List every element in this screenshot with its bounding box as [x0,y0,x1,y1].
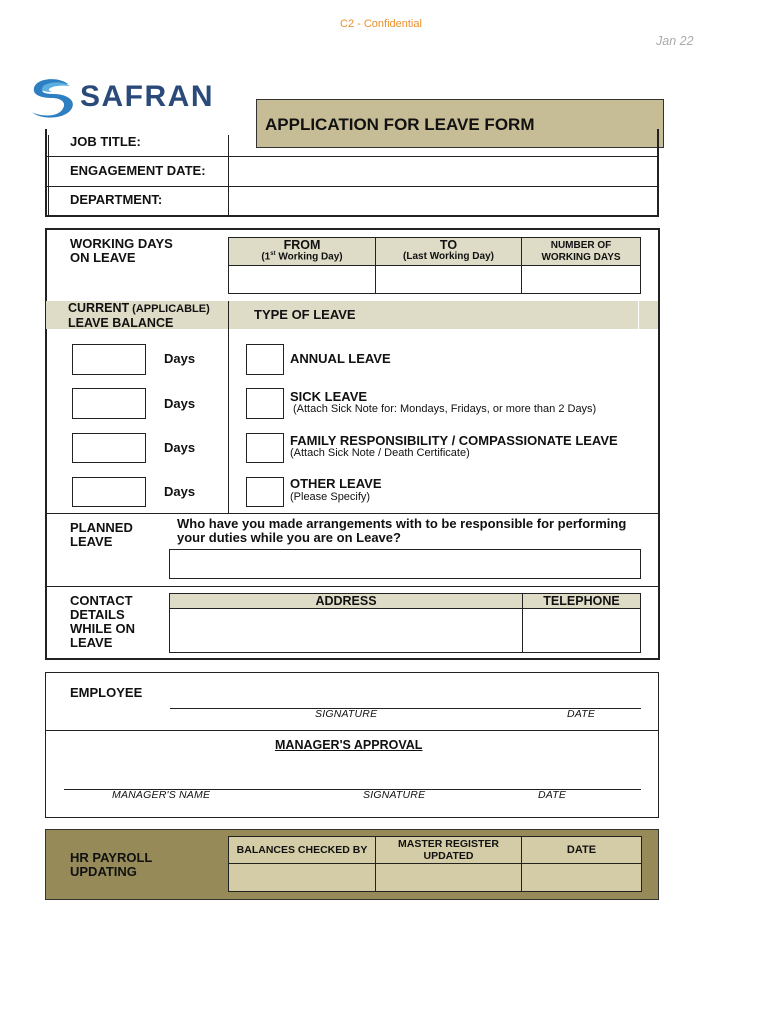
to-header [375,237,522,266]
master-register-field[interactable] [375,863,522,892]
from-sublabel: (1st Working Day) [261,251,343,263]
family-leave-note: (Attach Sick Note / Death Certificate) [290,447,470,459]
leave-balance-label: CURRENT (APPLICABLE) LEAVE BALANCE [68,301,210,330]
other-leave-checkbox[interactable] [246,477,284,507]
telephone-field[interactable] [522,608,641,653]
number-days-header [521,237,641,266]
from-label: FROM [283,238,321,252]
manager-date-caption: DATE [538,789,567,801]
hr-date-header: DATE [521,836,642,864]
manager-signature-caption: SIGNATURE [363,789,426,801]
address-field[interactable] [169,608,523,653]
employee-signature-caption: SIGNATURE [315,708,378,720]
from-header [228,237,376,266]
header-date: Jan 22 [656,34,694,48]
other-leave-label: OTHER LEAVE [290,476,382,491]
other-balance-field[interactable] [72,477,146,507]
balances-checked-field[interactable] [228,863,376,892]
telephone-header: TELEPHONE [522,593,641,609]
manager-approval-title: MANAGER'S APPROVAL [275,738,423,752]
sick-leave-label: SICK LEAVE [290,389,368,404]
number-days-label-line1: NUMBER OF [550,240,612,251]
working-days-label-line1: WORKING DAYS [70,236,173,251]
master-register-header: MASTER REGISTER UPDATED [375,836,522,864]
safran-swoosh-icon [30,76,76,120]
hr-payroll-label: HR PAYROLL UPDATING [70,850,153,879]
hr-date-field[interactable] [521,863,642,892]
days-label: Days [164,396,196,411]
responsible-person-field[interactable] [169,549,641,579]
family-leave-checkbox[interactable] [246,433,284,463]
annual-leave-label: ANNUAL LEAVE [290,351,391,366]
planned-leave-label: PLANNED LEAVE [70,520,133,549]
job-title-label: JOB TITLE: [70,134,141,149]
sick-leave-checkbox[interactable] [246,388,284,419]
number-days-label-line2: WORKING DAYS [541,252,621,263]
family-leave-label: FAMILY RESPONSIBILITY / COMPASSIONATE LEAVE [290,433,618,448]
confidential-label: C2 - Confidential [340,18,422,30]
employee-date-caption: DATE [567,708,596,720]
days-label: Days [164,484,196,499]
job-title-field[interactable] [230,135,657,155]
department-label: DEPARTMENT: [70,192,163,207]
family-balance-field[interactable] [72,433,146,463]
department-field[interactable] [230,188,657,215]
balances-checked-header: BALANCES CHECKED BY [228,836,376,864]
employee-label: EMPLOYEE [70,685,143,700]
annual-balance-field[interactable] [72,344,146,375]
logo-text: SAFRAN [80,80,214,113]
to-label: TO [439,238,458,252]
form-title: APPLICATION FOR LEAVE FORM [265,115,535,134]
working-days-label [70,237,173,265]
engagement-date-label: ENGAGEMENT DATE: [70,163,206,178]
address-header: ADDRESS [169,593,523,609]
type-of-leave-label: TYPE OF LEAVE [254,307,356,322]
days-label: Days [164,440,196,455]
manager-name-caption: MANAGER'S NAME [112,789,211,801]
days-label: Days [164,351,196,366]
to-sublabel: (Last Working Day) [403,251,494,262]
contact-details-label: CONTACT DETAILS WHILE ON LEAVE [70,593,135,650]
sick-leave-note: (Attach Sick Note for: Mondays, Fridays, or more than 2 Days) [293,403,597,415]
other-leave-note: (Please Specify) [290,491,371,503]
annual-leave-checkbox[interactable] [246,344,284,375]
from-date-field[interactable] [228,265,376,294]
safran-logo [30,76,245,122]
to-date-field[interactable] [375,265,522,294]
planned-leave-question: Who have you made arrangements with to be responsible for performing your duties while you are on Leave? [177,516,627,545]
number-days-field[interactable] [521,265,641,294]
sick-balance-field[interactable] [72,388,146,419]
working-days-label-line2: ON LEAVE [70,250,136,265]
engagement-date-field[interactable] [230,158,657,185]
